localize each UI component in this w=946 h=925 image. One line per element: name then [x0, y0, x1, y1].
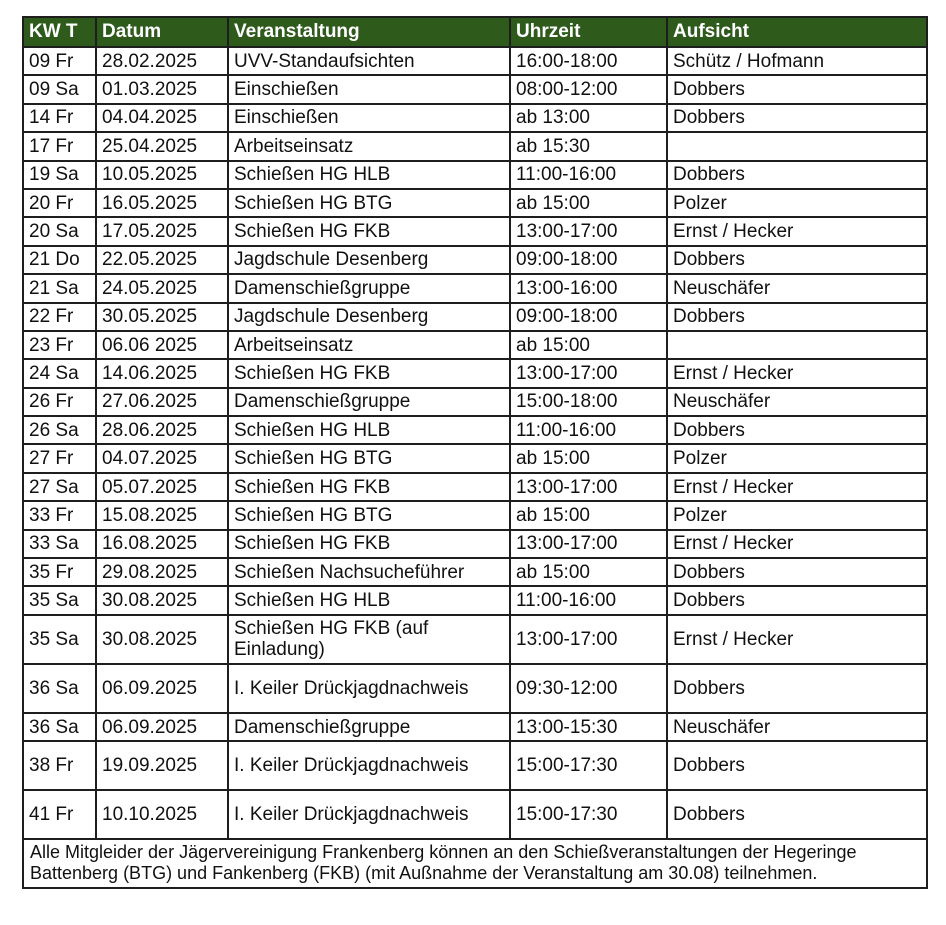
table-row: [23, 741, 927, 790]
cell-veranstaltung: Schießen HG FKB (auf Einladung): [228, 615, 510, 664]
cell-kw-tag: 09 Fr: [23, 47, 96, 75]
cell-datum: 19.09.2025: [96, 741, 228, 790]
cell-veranstaltung: UVV-Standaufsichten: [228, 47, 510, 75]
cell-kw-tag: 27 Fr: [23, 444, 96, 472]
cell-uhrzeit: 11:00-16:00: [510, 161, 667, 189]
table-row: [23, 274, 927, 302]
cell-aufsicht: Neuschäfer: [667, 713, 927, 741]
header-veranstaltung: Veranstaltung: [228, 17, 510, 47]
cell-veranstaltung: Arbeitseinsatz: [228, 132, 510, 160]
header-aufsicht: Aufsicht: [667, 17, 927, 47]
cell-datum: 16.05.2025: [96, 189, 228, 217]
cell-uhrzeit: 08:00-12:00: [510, 75, 667, 103]
cell-veranstaltung: I. Keiler Drückjagdnachweis: [228, 741, 510, 790]
cell-veranstaltung: Schießen HG BTG: [228, 444, 510, 472]
table-row: [23, 217, 927, 245]
table-row: [23, 359, 927, 387]
table-row: [23, 132, 927, 160]
cell-datum: 16.08.2025: [96, 530, 228, 558]
cell-veranstaltung: Schießen HG HLB: [228, 586, 510, 614]
cell-kw-tag: 21 Sa: [23, 274, 96, 302]
cell-aufsicht: Dobbers: [667, 246, 927, 274]
cell-kw-tag: 35 Sa: [23, 615, 96, 664]
cell-veranstaltung: Damenschießgruppe: [228, 274, 510, 302]
cell-aufsicht: Neuschäfer: [667, 388, 927, 416]
cell-veranstaltung: Damenschießgruppe: [228, 388, 510, 416]
table-row: [23, 331, 927, 359]
cell-uhrzeit: ab 15:00: [510, 444, 667, 472]
cell-datum: 15.08.2025: [96, 501, 228, 529]
cell-datum: 06.06 2025: [96, 331, 228, 359]
footer-note: Alle Mitgleider der Jägervereinigung Frankenberg können an den Schießveranstaltungen der Hegeringe Battenberg (BTG) und Fankenberg (FKB) (mit Außnahme der Veranstaltung am 30.08) teilnehmen.: [23, 839, 927, 888]
cell-kw-tag: 19 Sa: [23, 161, 96, 189]
cell-veranstaltung: Einschießen: [228, 75, 510, 103]
cell-kw-tag: 36 Sa: [23, 664, 96, 713]
cell-veranstaltung: Schießen HG FKB: [228, 473, 510, 501]
cell-kw-tag: 33 Fr: [23, 501, 96, 529]
cell-veranstaltung: Schießen Nachsucheführer: [228, 558, 510, 586]
cell-datum: 10.05.2025: [96, 161, 228, 189]
cell-aufsicht: Dobbers: [667, 303, 927, 331]
cell-aufsicht: Neuschäfer: [667, 274, 927, 302]
cell-aufsicht: [667, 132, 927, 160]
table-row: [23, 473, 927, 501]
cell-datum: 30.05.2025: [96, 303, 228, 331]
cell-uhrzeit: 15:00-18:00: [510, 388, 667, 416]
cell-datum: 22.05.2025: [96, 246, 228, 274]
cell-uhrzeit: 13:00-17:00: [510, 530, 667, 558]
cell-aufsicht: Dobbers: [667, 104, 927, 132]
cell-uhrzeit: ab 15:00: [510, 558, 667, 586]
cell-datum: 10.10.2025: [96, 790, 228, 839]
cell-aufsicht: Dobbers: [667, 741, 927, 790]
cell-aufsicht: Schütz / Hofmann: [667, 47, 927, 75]
cell-aufsicht: Dobbers: [667, 586, 927, 614]
cell-aufsicht: Dobbers: [667, 416, 927, 444]
table-row: [23, 558, 927, 586]
schedule-table: [22, 16, 928, 889]
cell-veranstaltung: Schießen HG BTG: [228, 189, 510, 217]
cell-aufsicht: Ernst / Hecker: [667, 359, 927, 387]
cell-datum: 29.08.2025: [96, 558, 228, 586]
cell-aufsicht: Polzer: [667, 501, 927, 529]
cell-datum: 30.08.2025: [96, 615, 228, 664]
table-row: [23, 615, 927, 664]
table-row: [23, 444, 927, 472]
table-row: [23, 530, 927, 558]
cell-aufsicht: [667, 331, 927, 359]
cell-uhrzeit: 13:00-16:00: [510, 274, 667, 302]
cell-kw-tag: 38 Fr: [23, 741, 96, 790]
table-row: [23, 104, 927, 132]
cell-kw-tag: 09 Sa: [23, 75, 96, 103]
header-uhrzeit: Uhrzeit: [510, 17, 667, 47]
cell-kw-tag: 26 Sa: [23, 416, 96, 444]
cell-veranstaltung: I. Keiler Drückjagdnachweis: [228, 790, 510, 839]
cell-veranstaltung: Schießen HG HLB: [228, 161, 510, 189]
cell-aufsicht: Ernst / Hecker: [667, 217, 927, 245]
cell-veranstaltung: Schießen HG FKB: [228, 530, 510, 558]
cell-uhrzeit: ab 15:30: [510, 132, 667, 160]
cell-aufsicht: Ernst / Hecker: [667, 615, 927, 664]
table-row: [23, 713, 927, 741]
cell-kw-tag: 21 Do: [23, 246, 96, 274]
cell-kw-tag: 35 Fr: [23, 558, 96, 586]
cell-kw-tag: 22 Fr: [23, 303, 96, 331]
cell-datum: 28.02.2025: [96, 47, 228, 75]
cell-aufsicht: Polzer: [667, 444, 927, 472]
cell-uhrzeit: 16:00-18:00: [510, 47, 667, 75]
cell-aufsicht: Polzer: [667, 189, 927, 217]
cell-kw-tag: 20 Sa: [23, 217, 96, 245]
cell-uhrzeit: 13:00-17:00: [510, 359, 667, 387]
table-row: [23, 189, 927, 217]
table-row: [23, 586, 927, 614]
table-footer: [23, 839, 927, 888]
table-row: [23, 47, 927, 75]
cell-veranstaltung: Schießen HG HLB: [228, 416, 510, 444]
table-row: [23, 416, 927, 444]
cell-kw-tag: 26 Fr: [23, 388, 96, 416]
cell-kw-tag: 27 Sa: [23, 473, 96, 501]
header-kw-tag: KW T: [23, 17, 96, 47]
table-row: [23, 388, 927, 416]
cell-kw-tag: 35 Sa: [23, 586, 96, 614]
cell-uhrzeit: 15:00-17:30: [510, 741, 667, 790]
cell-kw-tag: 17 Fr: [23, 132, 96, 160]
cell-uhrzeit: ab 15:00: [510, 331, 667, 359]
cell-datum: 17.05.2025: [96, 217, 228, 245]
cell-uhrzeit: ab 13:00: [510, 104, 667, 132]
cell-kw-tag: 33 Sa: [23, 530, 96, 558]
cell-veranstaltung: Jagdschule Desenberg: [228, 303, 510, 331]
cell-datum: 27.06.2025: [96, 388, 228, 416]
cell-aufsicht: Ernst / Hecker: [667, 473, 927, 501]
cell-uhrzeit: 09:00-18:00: [510, 246, 667, 274]
table-header: [23, 17, 927, 47]
cell-veranstaltung: Schießen HG FKB: [228, 217, 510, 245]
table-row: [23, 501, 927, 529]
cell-aufsicht: Dobbers: [667, 75, 927, 103]
cell-datum: 28.06.2025: [96, 416, 228, 444]
table-row: [23, 303, 927, 331]
note-row: [23, 839, 927, 888]
cell-datum: 06.09.2025: [96, 713, 228, 741]
cell-uhrzeit: 11:00-16:00: [510, 416, 667, 444]
cell-veranstaltung: I. Keiler Drückjagdnachweis: [228, 664, 510, 713]
cell-datum: 14.06.2025: [96, 359, 228, 387]
cell-uhrzeit: 13:00-15:30: [510, 713, 667, 741]
cell-datum: 05.07.2025: [96, 473, 228, 501]
table-row: [23, 664, 927, 713]
cell-uhrzeit: ab 15:00: [510, 501, 667, 529]
cell-aufsicht: Dobbers: [667, 161, 927, 189]
cell-datum: 01.03.2025: [96, 75, 228, 103]
table-row: [23, 246, 927, 274]
cell-veranstaltung: Einschießen: [228, 104, 510, 132]
cell-datum: 25.04.2025: [96, 132, 228, 160]
cell-uhrzeit: 09:30-12:00: [510, 664, 667, 713]
cell-veranstaltung: Schießen HG BTG: [228, 501, 510, 529]
cell-uhrzeit: 09:00-18:00: [510, 303, 667, 331]
cell-uhrzeit: 13:00-17:00: [510, 473, 667, 501]
table-row: [23, 75, 927, 103]
cell-uhrzeit: 15:00-17:30: [510, 790, 667, 839]
cell-datum: 30.08.2025: [96, 586, 228, 614]
table-row: [23, 790, 927, 839]
cell-uhrzeit: 11:00-16:00: [510, 586, 667, 614]
cell-veranstaltung: Jagdschule Desenberg: [228, 246, 510, 274]
cell-kw-tag: 14 Fr: [23, 104, 96, 132]
cell-uhrzeit: 13:00-17:00: [510, 217, 667, 245]
header-datum: Datum: [96, 17, 228, 47]
cell-kw-tag: 24 Sa: [23, 359, 96, 387]
cell-aufsicht: Dobbers: [667, 664, 927, 713]
cell-datum: 04.07.2025: [96, 444, 228, 472]
cell-kw-tag: 20 Fr: [23, 189, 96, 217]
cell-kw-tag: 36 Sa: [23, 713, 96, 741]
cell-aufsicht: Dobbers: [667, 790, 927, 839]
table-row: [23, 161, 927, 189]
cell-kw-tag: 41 Fr: [23, 790, 96, 839]
cell-datum: 24.05.2025: [96, 274, 228, 302]
cell-veranstaltung: Arbeitseinsatz: [228, 331, 510, 359]
cell-veranstaltung: Damenschießgruppe: [228, 713, 510, 741]
header-row: [23, 17, 927, 47]
cell-aufsicht: Ernst / Hecker: [667, 530, 927, 558]
cell-kw-tag: 23 Fr: [23, 331, 96, 359]
cell-uhrzeit: 13:00-17:00: [510, 615, 667, 664]
cell-uhrzeit: ab 15:00: [510, 189, 667, 217]
cell-aufsicht: Dobbers: [667, 558, 927, 586]
cell-veranstaltung: Schießen HG FKB: [228, 359, 510, 387]
cell-datum: 06.09.2025: [96, 664, 228, 713]
table-body: [23, 47, 927, 839]
cell-datum: 04.04.2025: [96, 104, 228, 132]
